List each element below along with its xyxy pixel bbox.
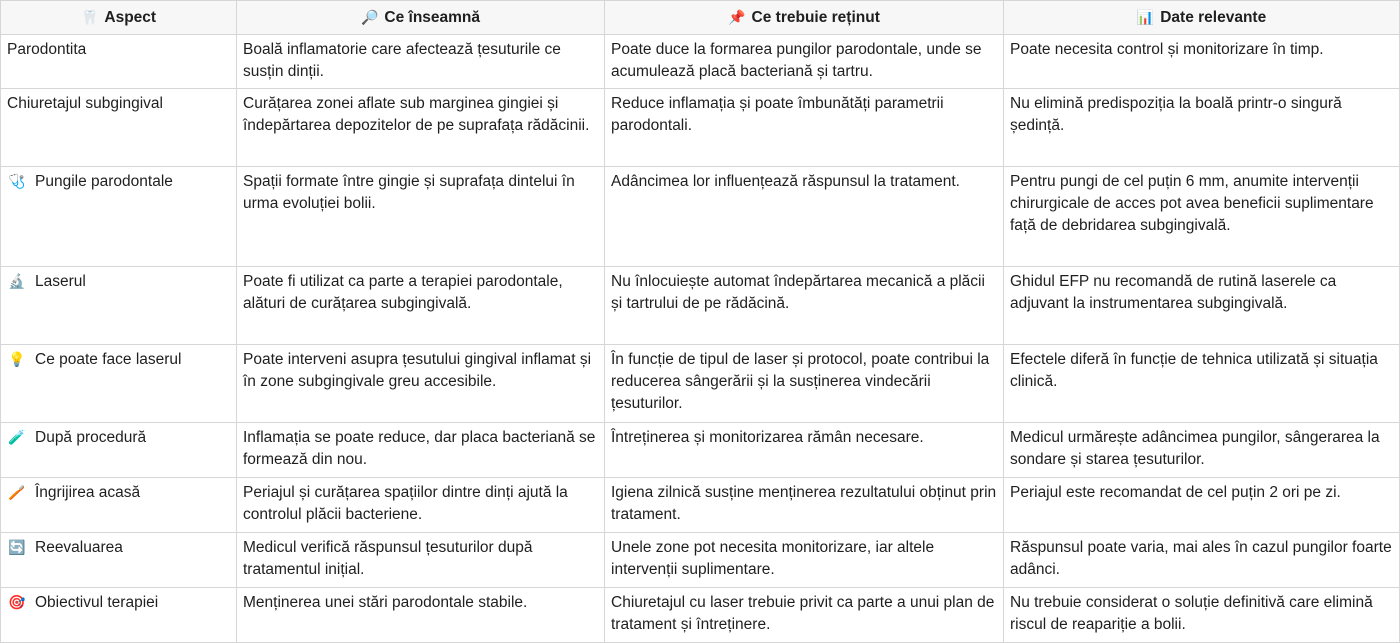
header-data [1004, 1, 1400, 35]
table-row [1, 588, 1400, 643]
cell-meaning: Poate interveni asupra țesutului gingival inflamat și în zone subgingivale greu accesibile. [237, 345, 605, 423]
cell-remember: Adâncimea lor influențează răspunsul la tratament. [605, 167, 1004, 267]
cell-meaning: Medicul verifică răspunsul țesuturilor după tratamentul inițial. [237, 533, 605, 588]
pushpin-icon: 📌 [728, 9, 746, 25]
cell-meaning: Inflamația se poate reduce, dar placa bacteriană se formează din nou. [237, 423, 605, 478]
cell-data: Pentru pungi de cel puțin 6 mm, anumite intervenții chirurgicale de acces pot avea beneficii suplimentare față de debridarea subgingivală. [1004, 167, 1400, 267]
table-row [1, 89, 1400, 167]
cell-data: Efectele diferă în funcție de tehnica utilizată și situația clinică. [1004, 345, 1400, 423]
table-row [1, 533, 1400, 588]
cell-meaning: Spații formate între gingie și suprafața dintelui în urma evoluției bolii. [237, 167, 605, 267]
cell-meaning: Poate fi utilizat ca parte a terapiei parodontale, alături de curățarea subgingivală. [237, 267, 605, 345]
cell-data: Nu elimină predispoziția la boală printr-o singură ședință. [1004, 89, 1400, 167]
test-tube-icon: 🧪 [8, 429, 26, 445]
cell-data: Medicul urmărește adâncimea pungilor, sângerarea la sondare și starea țesuturilor. [1004, 423, 1400, 478]
refresh-icon: 🔄 [8, 539, 26, 555]
table-row [1, 345, 1400, 423]
cell-data: Răspunsul poate varia, mai ales în cazul pungilor foarte adânci. [1004, 533, 1400, 588]
header-meaning [237, 1, 605, 35]
header-aspect [1, 1, 237, 35]
header-label: Ce înseamnă [384, 9, 481, 26]
cell-remember: Unele zone pot necesita monitorizare, iar altele intervenții suplimentare. [605, 533, 1004, 588]
cell-remember: Poate duce la formarea pungilor parodontale, unde se acumulează placă bacteriană și tartru. [605, 35, 1004, 89]
cell-remember: În funcție de tipul de laser și protocol, poate contribui la reducerea sângerării și la susținerea vindecării țesuturilor. [605, 345, 1004, 423]
cell-aspect [1, 35, 237, 89]
aspect-label: Ce poate face laserul [35, 351, 182, 368]
header-row [1, 1, 1400, 35]
cell-data: Periajul este recomandat de cel puțin 2 ori pe zi. [1004, 478, 1400, 533]
aspect-label: Chiuretajul subgingival [7, 95, 163, 112]
cell-aspect [1, 478, 237, 533]
target-icon: 🎯 [8, 594, 26, 610]
table-row [1, 423, 1400, 478]
header-remember [605, 1, 1004, 35]
magnifier-icon: 🔎 [360, 9, 379, 25]
cell-data: Poate necesita control și monitorizare în timp. [1004, 35, 1400, 89]
cell-data: Ghidul EFP nu recomandă de rutină laserele ca adjuvant la instrumentarea subgingivală. [1004, 267, 1400, 345]
aspect-label: Obiectivul terapiei [35, 594, 159, 611]
table-row [1, 167, 1400, 267]
header-label: Aspect [104, 9, 157, 26]
cell-remember: Chiuretajul cu laser trebuie privit ca parte a unui plan de tratament și întreținere. [605, 588, 1004, 643]
bar-chart-icon: 📊 [1136, 9, 1155, 25]
stethoscope-icon: 🩺 [8, 173, 26, 189]
aspect-label: Pungile parodontale [35, 173, 173, 190]
table-row [1, 267, 1400, 345]
microscope-icon: 🔬 [8, 273, 26, 289]
cell-aspect [1, 588, 237, 643]
aspect-label: Reevaluarea [35, 539, 123, 556]
cell-meaning: Curățarea zonei aflate sub marginea gingiei și îndepărtarea depozitelor de pe suprafața rădăcinii. [237, 89, 605, 167]
cell-meaning: Periajul și curățarea spațiilor dintre dinți ajută la controlul plăcii bacteriene. [237, 478, 605, 533]
cell-aspect [1, 423, 237, 478]
cell-aspect [1, 345, 237, 423]
toothbrush-icon: 🪥 [8, 484, 26, 500]
aspect-label: Îngrijirea acasă [35, 484, 141, 501]
cell-aspect [1, 533, 237, 588]
table-row [1, 478, 1400, 533]
cell-aspect [1, 267, 237, 345]
table-row [1, 35, 1400, 89]
cell-remember: Igiena zilnică susține menținerea rezultatului obținut prin tratament. [605, 478, 1004, 533]
header-label: Date relevante [1160, 9, 1267, 26]
header-label: Ce trebuie reținut [751, 9, 880, 26]
cell-meaning: Menținerea unei stări parodontale stabile. [237, 588, 605, 643]
aspect-label: Parodontita [7, 41, 87, 58]
aspect-label: Laserul [35, 273, 86, 290]
light-bulb-icon: 💡 [8, 351, 26, 367]
aspect-label: După procedură [35, 429, 147, 446]
cell-remember: Întreținerea și monitorizarea rămân necesare. [605, 423, 1004, 478]
cell-data: Nu trebuie considerat o soluție definitivă care elimină riscul de reapariție a bolii. [1004, 588, 1400, 643]
cell-meaning: Boală inflamatorie care afectează țesuturile ce susțin dinții. [237, 35, 605, 89]
cell-aspect [1, 167, 237, 267]
cell-aspect [1, 89, 237, 167]
cell-remember: Nu înlocuiește automat îndepărtarea mecanică a plăcii și tartrului de pe rădăcină. [605, 267, 1004, 345]
cell-remember: Reduce inflamația și poate îmbunătăți parametrii parodontali. [605, 89, 1004, 167]
tooth-icon: 🦷 [80, 9, 99, 25]
